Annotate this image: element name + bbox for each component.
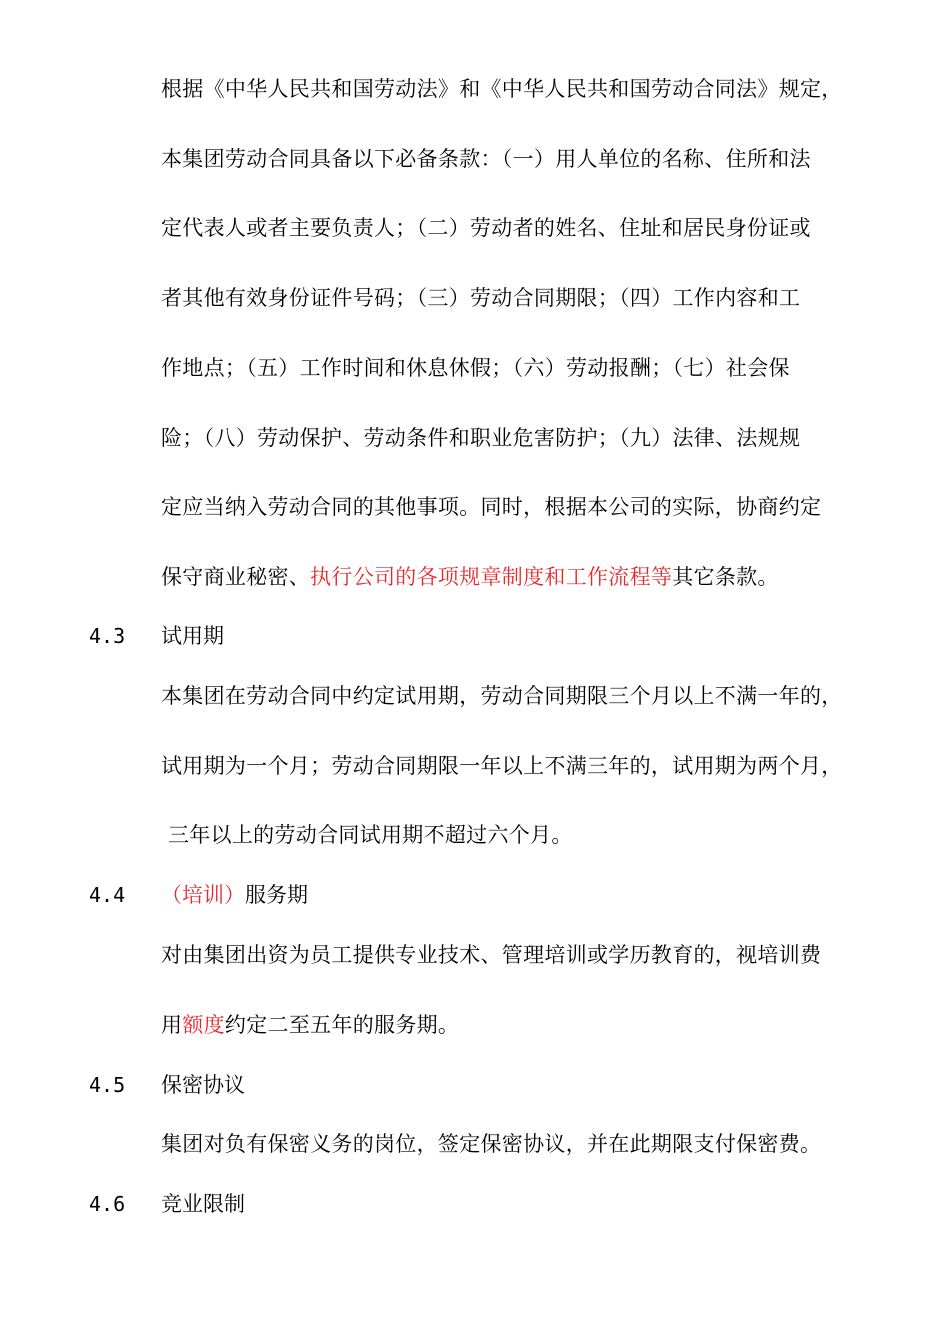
section-4-3-line-3: 三年以上的劳动合同试用期不超过六个月。	[161, 823, 573, 847]
section-4-5-title: 保密协议	[161, 1073, 245, 1097]
section-4-4-title-rest: 服务期	[245, 883, 308, 907]
section-4-5-line-1: 集团对负有保密义务的岗位，签定保密协议，并在此期限支付保密费。	[161, 1132, 822, 1156]
intro-line-8	[161, 562, 881, 592]
section-4-3-number: 4.3	[89, 624, 126, 648]
section-4-4-highlight-text: 额度	[182, 1013, 225, 1037]
intro-line-8-before: 保守商业秘密、	[161, 565, 311, 589]
section-4-4-line-2	[161, 1010, 881, 1040]
intro-line-5: 作地点；（五）工作时间和休息休假；（六）劳动报酬；（七）社会保	[161, 356, 790, 380]
intro-highlight-text: 执行公司的各项规章制度和工作流程等	[310, 565, 673, 589]
section-4-3-line-1: 本集团在劳动合同中约定试用期，劳动合同期限三个月以上不满一年的，	[161, 684, 843, 708]
section-4-4-number: 4.4	[89, 883, 126, 907]
section-4-4-line-2-after: 约定二至五年的服务期。	[224, 1013, 460, 1037]
section-4-4-title-highlight: （培训）	[161, 883, 245, 907]
section-4-6-title: 竞业限制	[161, 1192, 245, 1216]
section-4-4-line-1: 对由集团出资为员工提供专业技术、管理培训或学历教育的，视培训费	[161, 943, 822, 967]
intro-line-8-after: 其它条款。	[672, 565, 779, 589]
intro-line-7: 定应当纳入劳动合同的其他事项。同时，根据本公司的实际，协商约定	[161, 495, 822, 519]
intro-line-1: 根据《中华人民共和国劳动法》和《中华人民共和国劳动合同法》规定，	[161, 77, 843, 101]
intro-line-4: 者其他有效身份证件号码；（三）劳动合同期限；（四）工作内容和工	[161, 286, 801, 310]
section-4-3-title: 试用期	[161, 624, 224, 648]
section-4-5-number: 4.5	[89, 1073, 126, 1097]
section-4-4-title	[161, 880, 308, 910]
intro-line-6: 险；（八）劳动保护、劳动条件和职业危害防护；（九）法律、法规规	[161, 426, 801, 450]
section-4-4-line-2-before: 用	[161, 1013, 183, 1037]
section-4-6-number: 4.6	[89, 1192, 126, 1216]
intro-line-3: 定代表人或者主要负责人；（二）劳动者的姓名、住址和居民身份证或	[161, 216, 811, 240]
section-4-3-line-2: 试用期为一个月；劳动合同期限一年以上不满三年的，试用期为两个月，	[161, 754, 843, 778]
intro-line-2: 本集团劳动合同具备以下必备条款：（一）用人单位的名称、住所和法	[161, 147, 811, 171]
